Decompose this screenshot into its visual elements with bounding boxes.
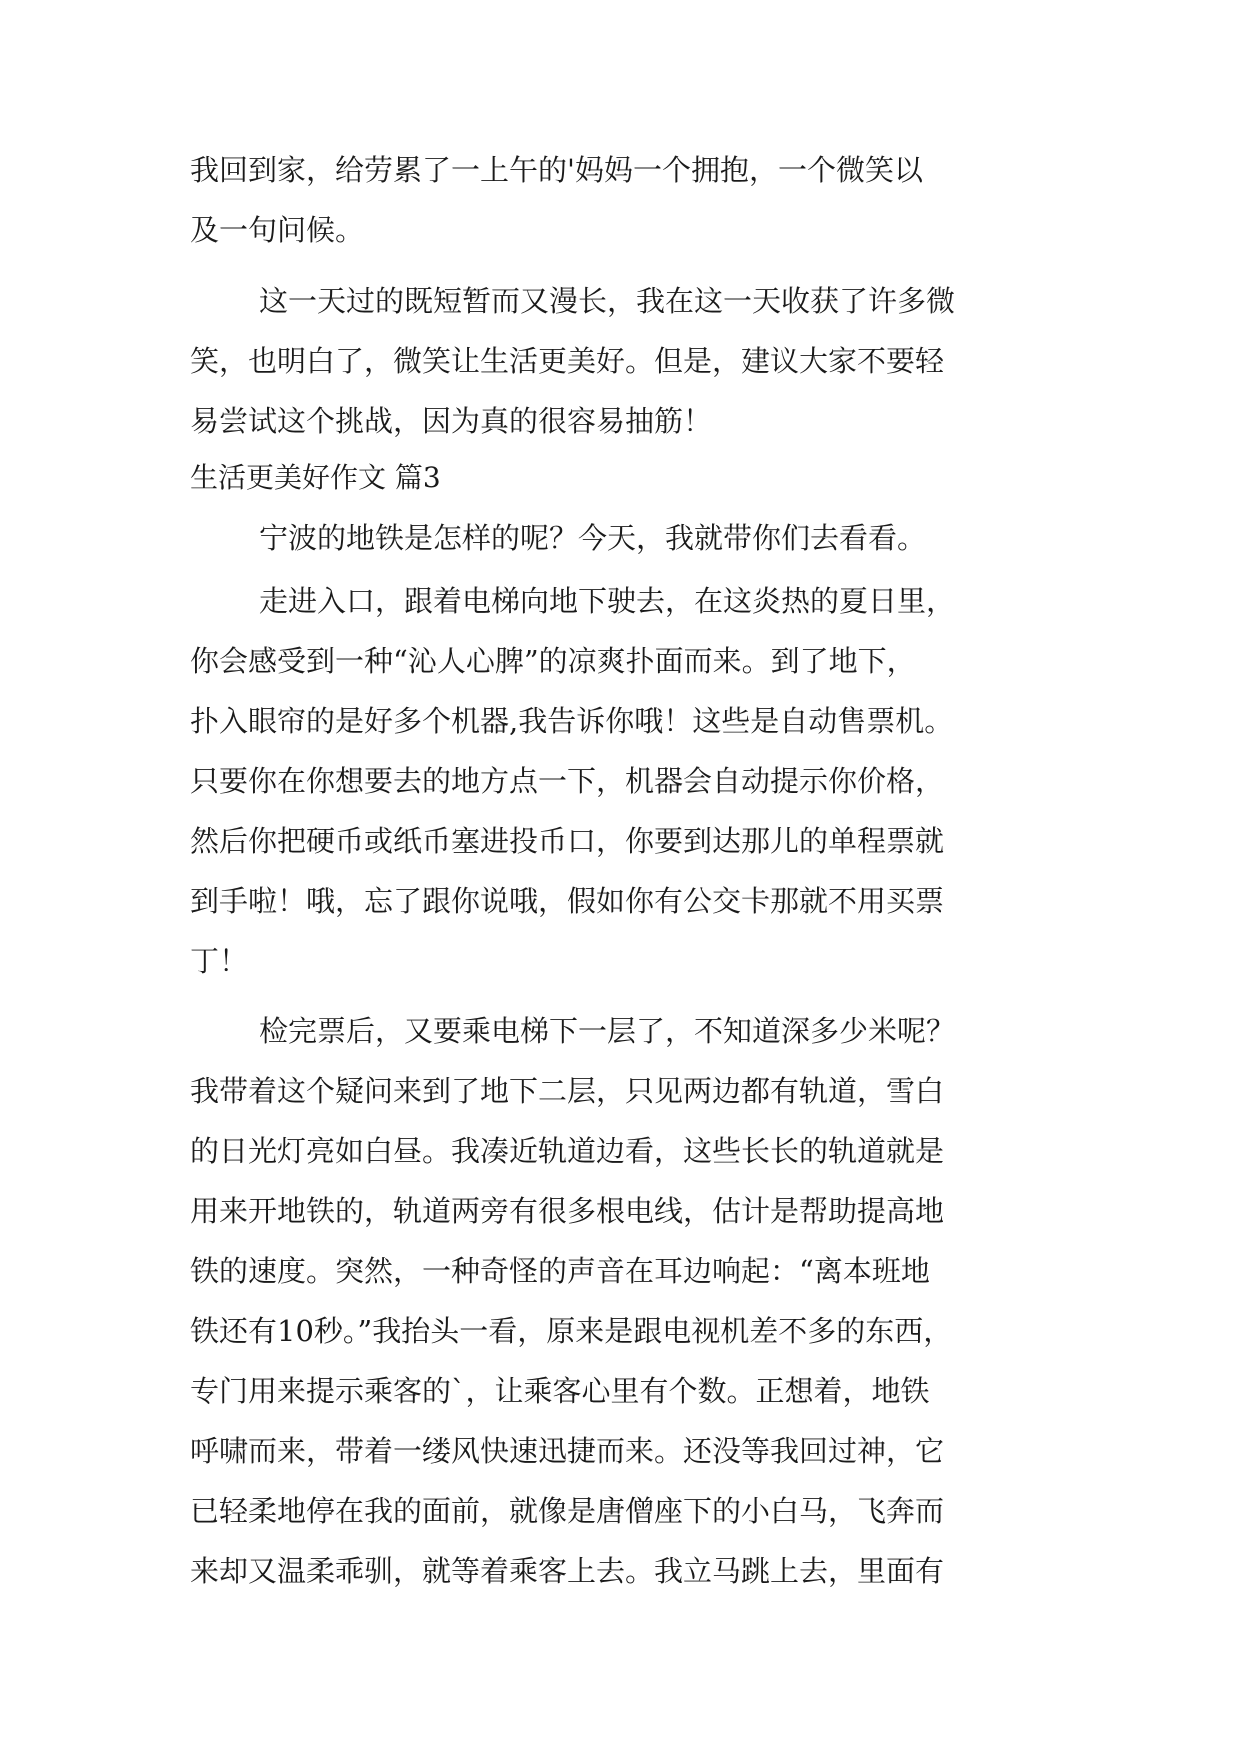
- paragraph-line: 只要你在你想要去的地方点一下，机器会自动提示你价格，: [190, 764, 945, 798]
- paragraph-line: 及一句问候。: [190, 213, 365, 247]
- paragraph-line: 我带着这个疑问来到了地下二层，只见两边都有轨道，雪白: [190, 1074, 945, 1108]
- paragraph-line: 用来开地铁的，轨道两旁有很多根电线，估计是帮助提高地: [190, 1194, 945, 1228]
- paragraph-line: 已轻柔地停在我的面前，就像是唐僧座下的小白马，飞奔而: [190, 1494, 945, 1528]
- paragraph-line: 易尝试这个挑战，因为真的很容易抽筋！: [190, 404, 713, 438]
- paragraph-line: 铁的速度。突然，一种奇怪的声音在耳边响起：“离本班地: [190, 1254, 930, 1288]
- paragraph-line: 到手啦！哦，忘了跟你说哦，假如你有公交卡那就不用买票: [190, 884, 945, 918]
- paragraph-line: 这一天过的既短暂而又漫长，我在这一天收获了许多微: [259, 284, 956, 318]
- paragraph-line: 然后你把硬币或纸币塞进投币口，你要到达那儿的单程票就: [190, 824, 945, 858]
- paragraph-line: 笑，也明白了，微笑让生活更美好。但是，建议大家不要轻: [190, 344, 945, 378]
- paragraph-line: 来却又温柔乖驯，就等着乘客上去。我立马跳上去，里面有: [190, 1554, 945, 1588]
- paragraph-line: 你会感受到一种“沁人心脾”的凉爽扑面而来。到了地下，: [190, 644, 916, 678]
- paragraph-line: 铁还有10秒。”我抬头一看，原来是跟电视机差不多的东西，: [190, 1314, 953, 1348]
- section-heading: 生活更美好作文 篇3: [190, 461, 441, 494]
- paragraph-line: 专门用来提示乘客的`，让乘客心里有个数。正想着，地铁: [190, 1374, 930, 1408]
- paragraph-line: 呼啸而来，带着一缕风快速迅捷而来。还没等我回过神，它: [190, 1434, 945, 1468]
- paragraph-line: 我回到家，给劳累了一上午的'妈妈一个拥抱，一个微笑以: [190, 153, 923, 187]
- paragraph-line: 扑入眼帘的是好多个机器,我告诉你哦！这些是自动售票机。: [190, 704, 954, 738]
- paragraph-line: 走进入口，跟着电梯向地下驶去，在这炎热的夏日里，: [259, 584, 956, 618]
- paragraph-line: 宁波的地铁是怎样的呢？今天，我就带你们去看看。: [259, 521, 927, 555]
- paragraph-line: 丁！: [190, 944, 249, 978]
- paragraph-line: 检完票后，又要乘电梯下一层了，不知道深多少米呢？: [259, 1014, 956, 1048]
- paragraph-line: 的日光灯亮如白昼。我凑近轨道边看，这些长长的轨道就是: [190, 1134, 945, 1168]
